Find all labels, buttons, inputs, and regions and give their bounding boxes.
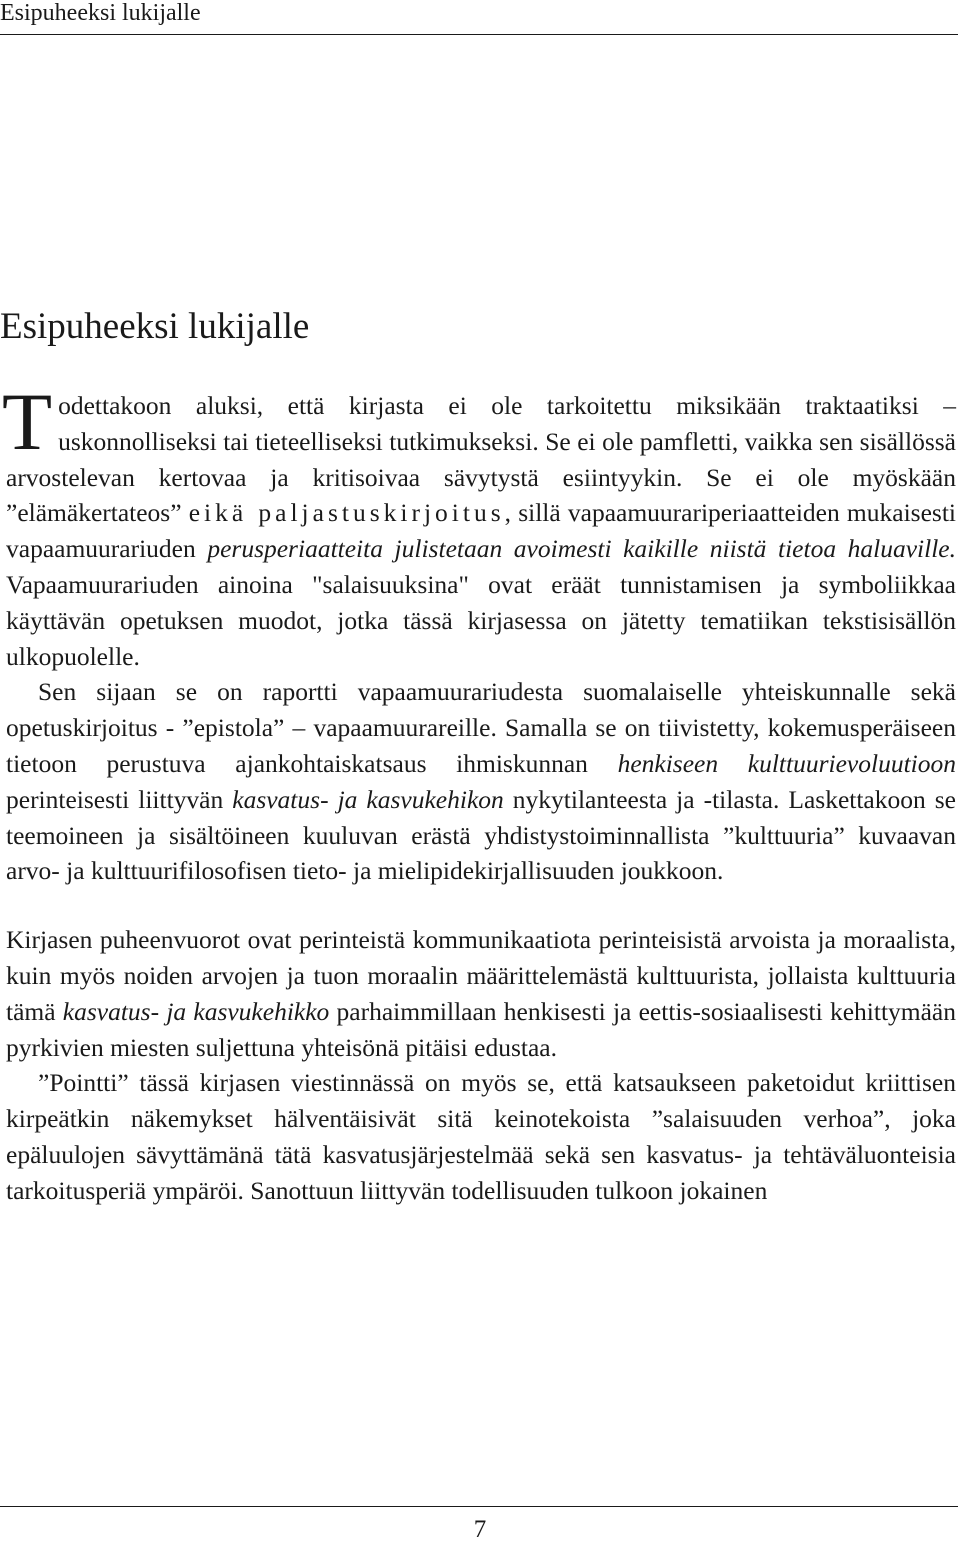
- paragraph-3-text-b: parhaimmillaan henkisesti ja eettis-sosiaalisesti kehittymään pyrkivien miesten suljettuna yhteisönä pitäisi edustaa.: [6, 996, 956, 1062]
- paragraph-1: [2, 376, 956, 674]
- paragraph-1-italic-text: perusperiaatteita julistetaan avoimesti kaikille niistä tietoa haluaville.: [207, 534, 956, 564]
- paragraph-2-text-b: perinteisesti liittyvän: [6, 784, 233, 814]
- running-head: Esipuheeksi lukijalle: [0, 0, 958, 35]
- body-text: [2, 376, 957, 1209]
- paragraph-2-italic-text-a: henkiseen kulttuurievoluutioon: [617, 748, 956, 778]
- paragraph-1-text-b: , sillä vapaamuurariperiaatteiden mukaisesti vapaamuurariuden: [6, 498, 956, 564]
- page-number: 7: [473, 1516, 487, 1543]
- paragraph-4-text: ”Pointti” tässä kirjasen viestinnässä on myös se, että katsaukseen paketoidut kriittisen kirpeätkin näkemykset hälventäisivät sitä keinotekoista ”salaisuuden verhoa”, joka epäluulojen sävyttämänä tätä kasvatusjärjestelmää sekä sen kasvatus- ja tehtäväluonteisia tarkoitusperiä ympäröi. Sanottuun liittyvän todellisuuden tulkoon jokainen: [6, 1068, 956, 1205]
- chapter-title: Esipuheeksi lukijalle: [0, 306, 310, 347]
- footer-rule: [0, 1506, 958, 1507]
- paragraph-1-text-c: Vapaamuurariuden ainoina "salaisuuksina" ovat eräät tunnistamisen ja symboliikkaa käyttävän opetuksen muodot, jotka tässä kirjasessa on jätetty tematiikan tekstisisällön ulkopuolelle.: [6, 569, 956, 671]
- paragraph-3: [6, 922, 956, 1065]
- paragraph-2-italic-text-b: kasvatus- ja kasvukehikon: [232, 784, 504, 814]
- paragraph-2: [6, 674, 956, 889]
- paragraph-2-text-c: nykytilanteesta ja -tilasta. Laskettakoon se teemoineen ja sisältöineen kuuluvan erästä yhdistystoiminnallista ”kulttuuria” kuvaavan arvo- ja kulttuurifilosofisen tieto- ja mielipidekirjallisuuden joukkoon.: [6, 784, 957, 886]
- paragraph-3-text-a: Kirjasen puheenvuorot ovat perinteistä kommunikaatiota perinteisistä arvoista ja moraalista, kuin myös noiden arvojen ja tuon moraalin määrittelemästä kulttuurista, jollaista kulttuuria tämä: [6, 925, 956, 1026]
- paragraph-2-text-a: Sen sijaan se on raportti vapaamuurariudesta suomalaiselle yhteiskunnalle sekä opetuskirjoitus - ”epistola” – vapaamuurareille. Samalla se on tiivistetty, kokemusperäiseen tietoon perustuva ajankohtaiskatsaus ihmiskunnan: [6, 677, 956, 778]
- paragraph-1-spaced-text: eikä paljastuskirjoitus: [188, 498, 505, 528]
- drop-cap: T: [2, 376, 53, 467]
- paragraph-1-text-a: odettakoon aluksi, että kirjasta ei ole tarkoitettu miksikään traktaatiksi – uskonnolliseksi tai tieteelliseksi tutkimukseksi. Se ei ole pamfletti, vaikka sen sisällössä arvostelevan kertovaa ja kritisoivaa sävytystä esiintyykin. Se ei ole myöskään ”elämäkertateos”: [6, 391, 956, 528]
- paragraph-4: [6, 1065, 956, 1208]
- paragraph-3-italic-text: kasvatus- ja kasvukehikko: [62, 996, 330, 1026]
